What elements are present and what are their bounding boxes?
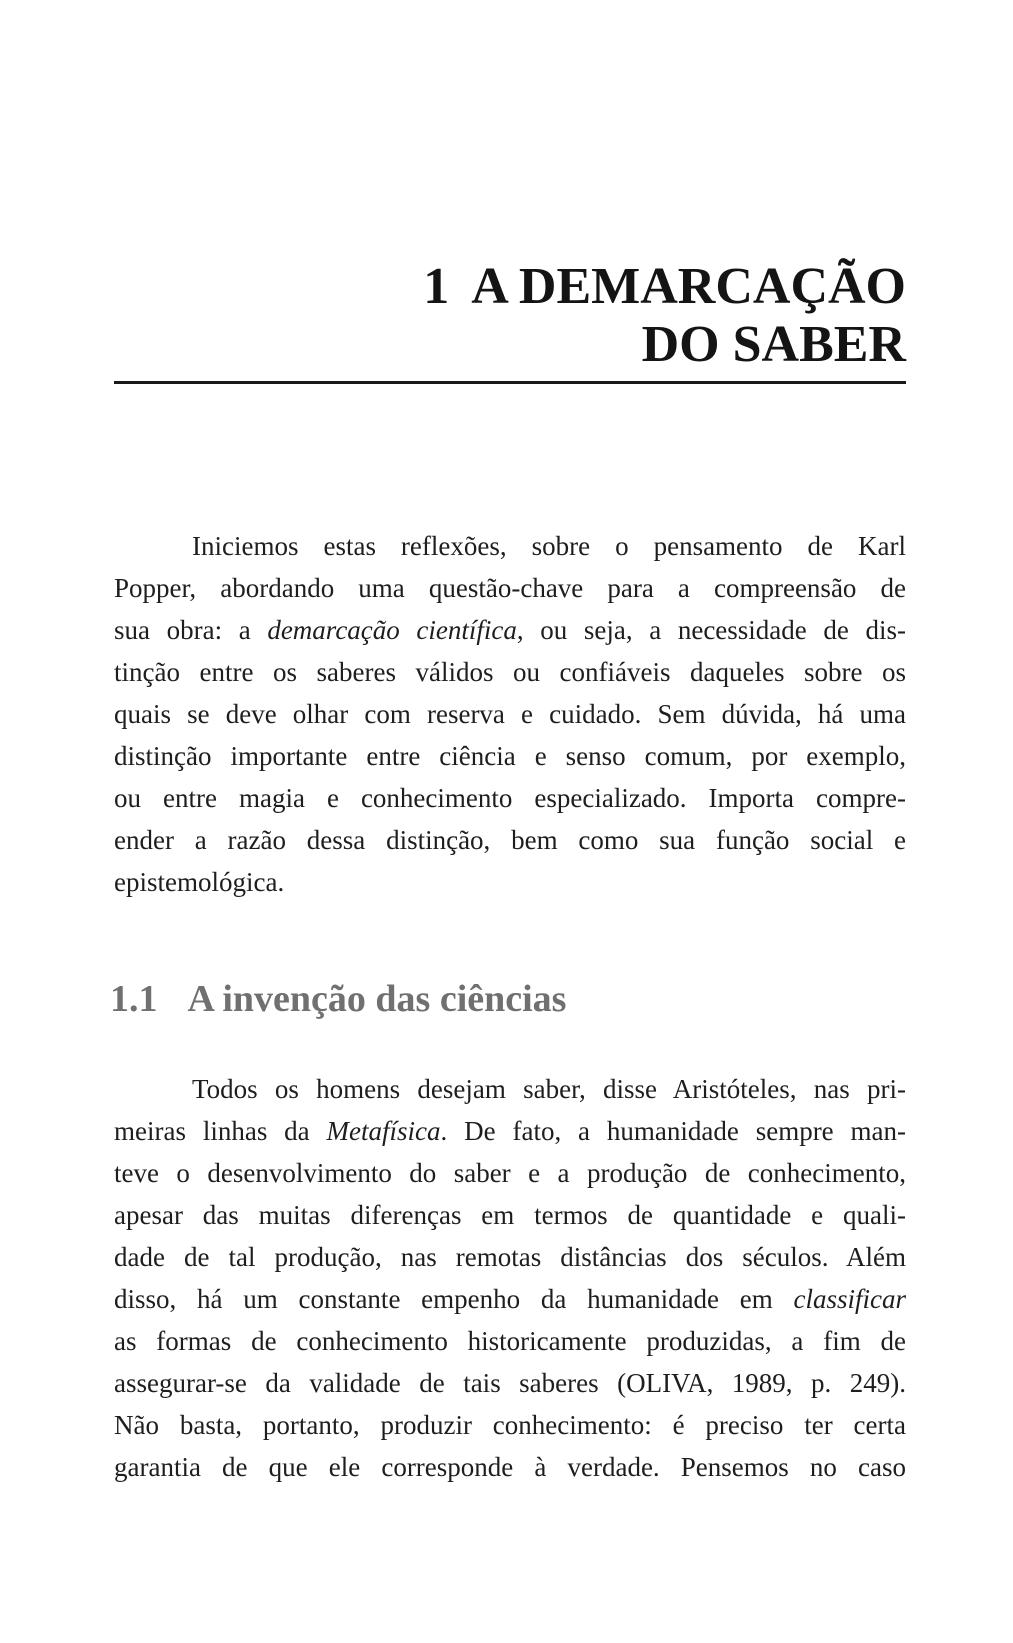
paragraph-line <box>114 567 906 609</box>
line-text: assegurar-se da validade de tais saberes (OLIVA, 1989, p. 249). <box>114 1368 906 1398</box>
line-text: teve o desenvolvimento do saber e a produção de conhecimento, <box>114 1158 906 1188</box>
paragraph-line <box>114 777 906 819</box>
body-paragraph <box>114 1068 906 1488</box>
emphasis-demarcacao: demarcação científica <box>267 615 517 645</box>
paragraph-line <box>114 693 906 735</box>
section-number: 1.1 <box>110 978 158 1020</box>
line-text-part: sua obra: a <box>114 615 268 645</box>
line-text: garantia de que ele corresponde à verdade. Pensemos no caso <box>114 1452 906 1482</box>
section-title: A invenção das ciências <box>187 978 567 1020</box>
paragraph-line <box>114 1404 906 1446</box>
paragraph-line <box>114 1320 906 1362</box>
title-divider <box>114 381 906 384</box>
line-text: ou entre magia e conhecimento especializado. Importa compre- <box>114 783 906 813</box>
chapter-title-line-1 <box>114 258 906 316</box>
line-text-part: , ou seja, a necessidade de dis- <box>516 615 906 645</box>
intro-paragraph <box>114 525 906 903</box>
line-text: tinção entre os saberes válidos ou confiáveis daqueles sobre os <box>114 657 906 687</box>
paragraph-line <box>114 525 906 567</box>
paragraph-line <box>114 735 906 777</box>
paragraph-line <box>114 1068 906 1110</box>
chapter-title <box>114 258 906 374</box>
chapter-number: 1 <box>423 258 450 315</box>
line-text: epistemológica. <box>114 867 285 897</box>
line-text-part: meiras linhas da <box>114 1116 327 1146</box>
line-text: quais se deve olhar com reserva e cuidado. Sem dúvida, há uma <box>114 699 906 729</box>
paragraph-line <box>114 819 906 861</box>
line-text: ender a razão dessa distinção, bem como sua função social e <box>114 825 906 855</box>
line-text <box>114 615 906 645</box>
line-text: as formas de conhecimento historicamente produzidas, a fim de <box>114 1326 906 1356</box>
paragraph-line <box>114 1446 906 1488</box>
line-text: Não basta, portanto, produzir conhecimento: é preciso ter certa <box>114 1410 906 1440</box>
chapter-title-line-2: DO SABER <box>641 316 906 373</box>
paragraph-line <box>114 1236 906 1278</box>
paragraph-line <box>114 609 906 651</box>
chapter-title-text-1: A DEMARCAÇÃO <box>471 258 906 315</box>
paragraph-line <box>114 861 906 903</box>
paragraph-line <box>114 1194 906 1236</box>
paragraph-line <box>114 1362 906 1404</box>
line-text: apesar das muitas diferenças em termos de quantidade e quali- <box>114 1200 906 1230</box>
emphasis-classificar: classificar <box>793 1284 906 1314</box>
paragraph-line <box>114 651 906 693</box>
line-text: Popper, abordando uma questão-chave para a compreensão de <box>114 573 906 603</box>
line-text-part: disso, há um constante empenho da humanidade em <box>114 1284 794 1314</box>
line-text: Todos os homens desejam saber, disse Aristóteles, nas pri- <box>192 1074 906 1104</box>
line-text: dade de tal produção, nas remotas distâncias dos séculos. Além <box>114 1242 906 1272</box>
paragraph-line <box>114 1152 906 1194</box>
line-text: Iniciemos estas reflexões, sobre o pensamento de Karl <box>192 531 906 561</box>
line-text: distinção importante entre ciência e senso comum, por exemplo, <box>114 741 906 771</box>
section-heading <box>110 976 566 1022</box>
paragraph-line <box>114 1110 906 1152</box>
paragraph-line <box>114 1278 906 1320</box>
emphasis-metafisica: Metafísica <box>326 1116 441 1146</box>
line-text <box>114 1284 906 1314</box>
line-text-part: . De fato, a humanidade sempre man- <box>440 1116 907 1146</box>
line-text <box>114 1116 906 1146</box>
